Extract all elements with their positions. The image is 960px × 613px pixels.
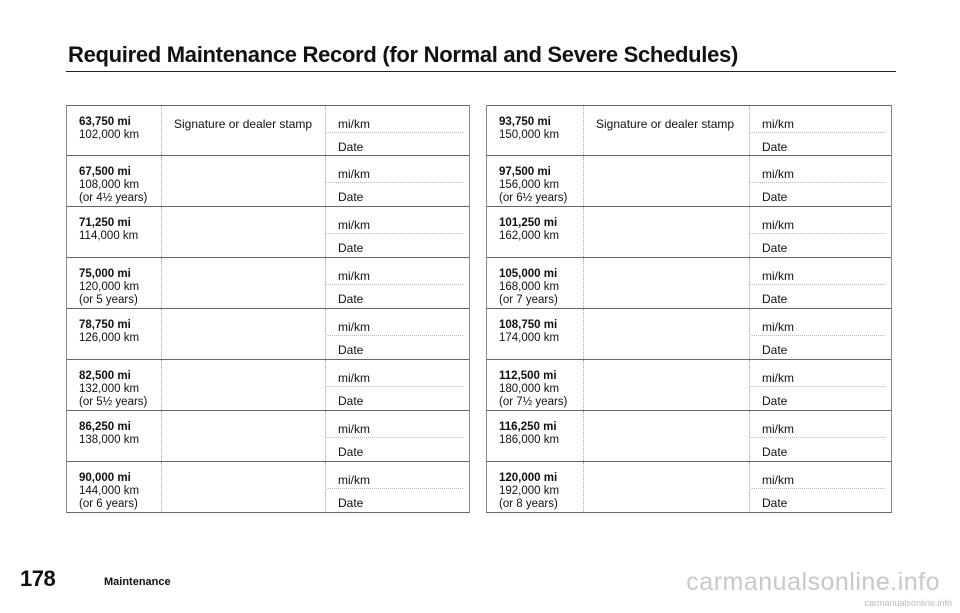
- mikm-date-cell: [749, 309, 891, 359]
- mileage-miles: 120,000 mi: [499, 472, 558, 484]
- mikm-label: mi/km: [338, 371, 370, 385]
- mikm-label: mi/km: [762, 320, 794, 334]
- mileage-cell: [79, 421, 139, 447]
- mileage-years: (or 4½ years): [79, 192, 148, 204]
- mileage-cell: [499, 116, 559, 142]
- signature-cell: [583, 258, 584, 308]
- mileage-km: 180,000 km: [499, 383, 560, 395]
- mileage-miles: 97,500 mi: [499, 166, 551, 178]
- date-label: Date: [338, 140, 364, 154]
- mileage-km: 192,000 km: [499, 485, 560, 497]
- signature-label: Signature or dealer stamp: [174, 117, 313, 131]
- table-row: [67, 207, 469, 258]
- mileage-km: 174,000 km: [499, 332, 560, 344]
- mileage-miles: 67,500 mi: [79, 166, 131, 178]
- date-label: Date: [338, 190, 364, 204]
- mikm-rule: [750, 132, 885, 133]
- mileage-years: (or 5½ years): [79, 396, 148, 408]
- signature-cell: [583, 309, 584, 359]
- mikm-date-cell: [325, 309, 469, 359]
- mileage-cell: [79, 217, 138, 243]
- mikm-rule: [750, 386, 885, 387]
- signature-cell: [583, 207, 584, 257]
- mikm-date-cell: [325, 411, 469, 461]
- date-label: Date: [762, 190, 788, 204]
- table-row: [487, 207, 891, 258]
- watermark-small: carmanualsonline.info: [864, 598, 952, 608]
- signature-cell: [161, 309, 162, 359]
- mikm-label: mi/km: [338, 422, 370, 436]
- mikm-date-cell: [749, 156, 891, 206]
- mileage-km: 102,000 km: [79, 129, 140, 141]
- mileage-miles: 112,500 mi: [499, 370, 557, 382]
- mikm-rule: [750, 233, 885, 234]
- mikm-date-cell: [749, 258, 891, 308]
- mikm-label: mi/km: [338, 473, 370, 487]
- mikm-rule: [326, 132, 463, 133]
- mikm-rule: [326, 233, 463, 234]
- mikm-date-cell: [325, 360, 469, 410]
- mikm-label: mi/km: [762, 422, 794, 436]
- mileage-years: (or 7 years): [499, 294, 558, 306]
- date-label: Date: [338, 394, 364, 408]
- mikm-rule: [750, 284, 885, 285]
- maintenance-table-left: [66, 105, 470, 513]
- mileage-miles: 71,250 mi: [79, 217, 131, 229]
- mileage-km: 162,000 km: [499, 230, 560, 242]
- page-title: Required Maintenance Record (for Normal and Severe Schedules): [68, 42, 738, 67]
- mikm-date-cell: [749, 106, 891, 155]
- table-row: [487, 105, 891, 156]
- date-label: Date: [338, 343, 364, 357]
- mikm-date-cell: [325, 156, 469, 206]
- table-row: [67, 462, 469, 513]
- mileage-km: 168,000 km: [499, 281, 560, 293]
- mikm-date-cell: [749, 462, 891, 512]
- mileage-km: 132,000 km: [79, 383, 140, 395]
- mikm-rule: [750, 437, 885, 438]
- signature-cell: [161, 156, 162, 206]
- mileage-miles: 105,000 mi: [499, 268, 558, 280]
- mikm-rule: [326, 386, 463, 387]
- date-label: Date: [762, 445, 788, 459]
- mikm-label: mi/km: [338, 320, 370, 334]
- mileage-miles: 86,250 mi: [79, 421, 131, 433]
- mileage-miles: 93,750 mi: [499, 116, 551, 128]
- mikm-rule: [750, 335, 885, 336]
- date-label: Date: [762, 343, 788, 357]
- mileage-miles: 101,250 mi: [499, 217, 558, 229]
- mikm-rule: [750, 182, 885, 183]
- mileage-km: 186,000 km: [499, 434, 560, 446]
- mileage-cell: [79, 472, 139, 511]
- mileage-years: (or 6 years): [79, 498, 138, 510]
- mikm-label: mi/km: [762, 117, 794, 131]
- mileage-miles: 82,500 mi: [79, 370, 131, 382]
- mikm-label: mi/km: [338, 218, 370, 232]
- table-row: [67, 309, 469, 360]
- table-row: [67, 411, 469, 462]
- mikm-rule: [326, 437, 463, 438]
- date-label: Date: [338, 241, 364, 255]
- maintenance-table-right: [486, 105, 892, 513]
- mikm-rule: [326, 335, 463, 336]
- table-row: [487, 309, 891, 360]
- mikm-date-cell: [325, 462, 469, 512]
- mikm-date-cell: [749, 411, 891, 461]
- mileage-miles: 108,750 mi: [499, 319, 558, 331]
- table-row: [67, 258, 469, 309]
- signature-label: Signature or dealer stamp: [596, 117, 735, 131]
- signature-cell: [583, 462, 584, 512]
- mileage-cell: [499, 472, 559, 511]
- mikm-date-cell: [325, 106, 469, 155]
- signature-cell: [583, 411, 584, 461]
- table-row: [67, 360, 469, 411]
- mikm-label: mi/km: [762, 218, 794, 232]
- mileage-cell: [79, 166, 147, 205]
- signature-cell: [161, 258, 162, 308]
- table-row: [487, 360, 891, 411]
- table-row: [487, 156, 891, 207]
- mileage-years: (or 8 years): [499, 498, 558, 510]
- signature-cell: [161, 207, 162, 257]
- signature-cell: [583, 156, 584, 206]
- mikm-date-cell: [325, 207, 469, 257]
- date-label: Date: [338, 292, 364, 306]
- signature-cell: [161, 106, 313, 155]
- mikm-rule: [326, 488, 463, 489]
- date-label: Date: [762, 394, 788, 408]
- signature-cell: [583, 106, 735, 155]
- table-row: [67, 156, 469, 207]
- mileage-years: (or 6½ years): [499, 192, 568, 204]
- mileage-cell: [499, 319, 559, 345]
- mikm-label: mi/km: [762, 167, 794, 181]
- mileage-km: 138,000 km: [79, 434, 140, 446]
- date-label: Date: [762, 140, 788, 154]
- table-row: [487, 258, 891, 309]
- mileage-cell: [79, 319, 139, 345]
- mileage-cell: [499, 268, 559, 307]
- mileage-km: 144,000 km: [79, 485, 140, 497]
- mileage-cell: [79, 370, 147, 409]
- mileage-cell: [79, 268, 139, 307]
- mikm-label: mi/km: [762, 473, 794, 487]
- mileage-miles: 63,750 mi: [79, 116, 131, 128]
- signature-cell: [161, 411, 162, 461]
- mikm-label: mi/km: [338, 269, 370, 283]
- signature-cell: [161, 462, 162, 512]
- mileage-cell: [499, 370, 567, 409]
- mikm-label: mi/km: [338, 117, 370, 131]
- mileage-years: (or 5 years): [79, 294, 138, 306]
- table-row: [487, 462, 891, 513]
- mikm-rule: [750, 488, 885, 489]
- mikm-label: mi/km: [762, 371, 794, 385]
- mileage-km: 150,000 km: [499, 129, 560, 141]
- mileage-km: 156,000 km: [499, 179, 560, 191]
- signature-cell: [161, 360, 162, 410]
- mileage-miles: 78,750 mi: [79, 319, 131, 331]
- mileage-miles: 75,000 mi: [79, 268, 131, 280]
- mileage-cell: [499, 421, 559, 447]
- date-label: Date: [762, 241, 788, 255]
- title-rule: [66, 71, 896, 72]
- section-name: Maintenance: [104, 576, 171, 588]
- table-row: [487, 411, 891, 462]
- mikm-rule: [326, 182, 463, 183]
- mileage-km: 120,000 km: [79, 281, 140, 293]
- mileage-km: 114,000 km: [79, 230, 139, 242]
- mileage-miles: 116,250 mi: [499, 421, 557, 433]
- mikm-label: mi/km: [338, 167, 370, 181]
- signature-cell: [583, 360, 584, 410]
- date-label: Date: [338, 445, 364, 459]
- date-label: Date: [338, 496, 364, 510]
- mikm-date-cell: [749, 360, 891, 410]
- date-label: Date: [762, 496, 788, 510]
- mileage-cell: [499, 166, 567, 205]
- mileage-cell: [79, 116, 139, 142]
- mileage-cell: [499, 217, 559, 243]
- mileage-km: 108,000 km: [79, 179, 140, 191]
- watermark: carmanualsonline.info: [686, 568, 940, 596]
- mikm-rule: [326, 284, 463, 285]
- mileage-years: (or 7½ years): [499, 396, 568, 408]
- mikm-date-cell: [325, 258, 469, 308]
- mikm-date-cell: [749, 207, 891, 257]
- mileage-km: 126,000 km: [79, 332, 140, 344]
- table-row: [67, 105, 469, 156]
- mileage-miles: 90,000 mi: [79, 472, 131, 484]
- mikm-label: mi/km: [762, 269, 794, 283]
- date-label: Date: [762, 292, 788, 306]
- page-number: 178: [20, 566, 56, 591]
